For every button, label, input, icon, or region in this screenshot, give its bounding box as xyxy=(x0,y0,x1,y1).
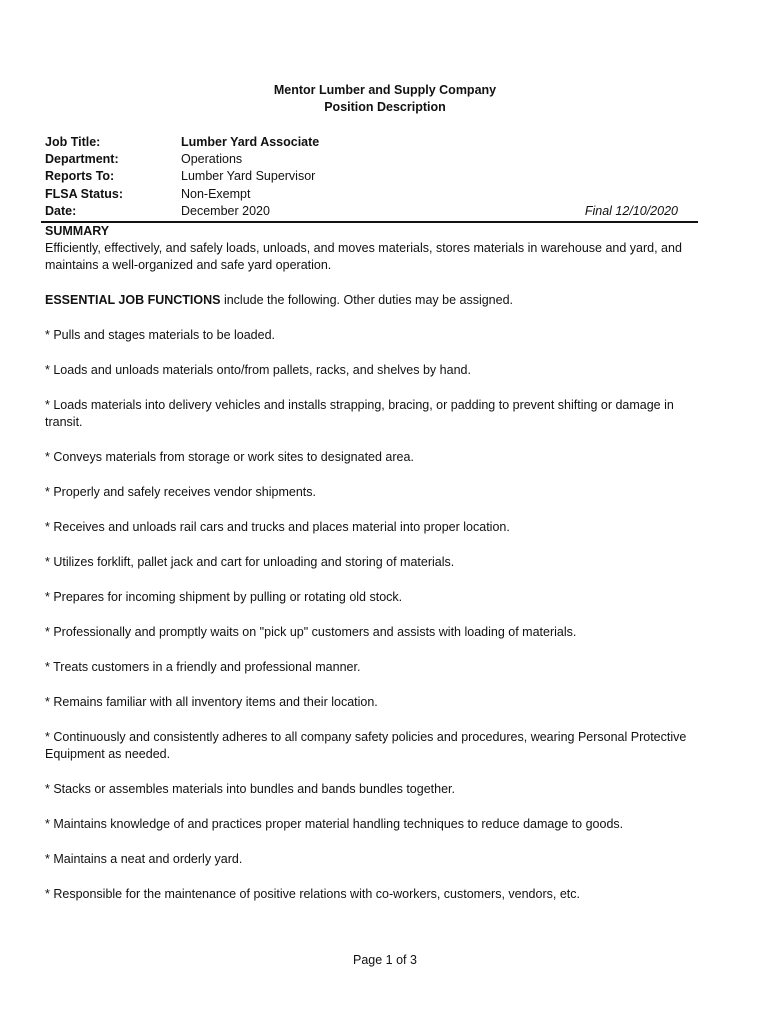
function-item: * Responsible for the maintenance of positive relations with co-workers, customers, vendors, etc. xyxy=(45,887,580,901)
page-number: Page 1 of 3 xyxy=(353,953,417,967)
function-item: * Maintains knowledge of and practices proper material handling techniques to reduce damage to goods. xyxy=(45,817,624,831)
company-name: Mentor Lumber and Supply Company xyxy=(273,83,497,97)
flsa-label: FLSA Status: xyxy=(45,186,124,201)
reports-to-label: Reports To: xyxy=(45,169,115,184)
function-item: * Treats customers in a friendly and professional manner. xyxy=(45,660,361,674)
function-item: * Loads materials into delivery vehicles and installs strapping, bracing, or padding to prevent shifting or damage in transit. xyxy=(45,398,674,429)
function-item: * Stacks or assembles materials into bundles and bands bundles together. xyxy=(45,782,455,796)
function-item: * Pulls and stages materials to be loaded. xyxy=(45,328,275,342)
document-type: Position Description xyxy=(324,100,446,114)
date-value: December 2020 xyxy=(181,203,270,218)
position-info xyxy=(45,134,695,220)
document-header xyxy=(0,82,770,116)
reports-to-value: Lumber Yard Supervisor xyxy=(181,169,316,184)
summary-text: Efficiently, effectively, and safely loads, unloads, and moves materials, stores materials in warehouse and yard, and maintains a well-organized and safe yard operation. xyxy=(45,241,682,272)
functions-list xyxy=(45,309,695,903)
department-value: Operations xyxy=(181,152,243,167)
function-item: * Remains familiar with all inventory items and their location. xyxy=(45,695,378,709)
info-row-reports-to xyxy=(45,168,695,185)
department-label: Department: xyxy=(45,152,119,167)
job-title-label: Job Title: xyxy=(45,135,101,149)
function-item: * Conveys materials from storage or work sites to designated area. xyxy=(45,450,414,464)
info-row-flsa xyxy=(45,186,695,203)
function-item: * Loads and unloads materials onto/from pallets, racks, and shelves by hand. xyxy=(45,363,471,377)
function-item: * Properly and safely receives vendor shipments. xyxy=(45,485,316,499)
summary-title: SUMMARY xyxy=(45,224,110,238)
function-item: * Continuously and consistently adheres to all company safety policies and procedures, wearing Personal Protective Equipment as needed. xyxy=(45,730,687,761)
document-body xyxy=(45,223,695,903)
functions-intro xyxy=(45,292,695,309)
flsa-value: Non-Exempt xyxy=(181,186,251,201)
info-row-department xyxy=(45,151,695,168)
info-row-job-title xyxy=(45,134,695,151)
function-item: * Prepares for incoming shipment by pulling or rotating old stock. xyxy=(45,590,403,604)
job-title-value: Lumber Yard Associate xyxy=(181,135,320,149)
function-item: * Professionally and promptly waits on "pick up" customers and assists with loading of materials. xyxy=(45,625,577,639)
functions-title: ESSENTIAL JOB FUNCTIONS xyxy=(45,293,221,307)
functions-intro-text: include the following. Other duties may be assigned. xyxy=(220,293,514,307)
function-item: * Utilizes forklift, pallet jack and cart for unloading and storing of materials. xyxy=(45,555,455,569)
info-row-date xyxy=(45,203,695,220)
final-version-note: Final 12/10/2020 xyxy=(584,203,678,218)
date-label: Date: xyxy=(45,203,77,218)
function-item: * Maintains a neat and orderly yard. xyxy=(45,852,243,866)
function-item: * Receives and unloads rail cars and trucks and places material into proper location. xyxy=(45,520,510,534)
